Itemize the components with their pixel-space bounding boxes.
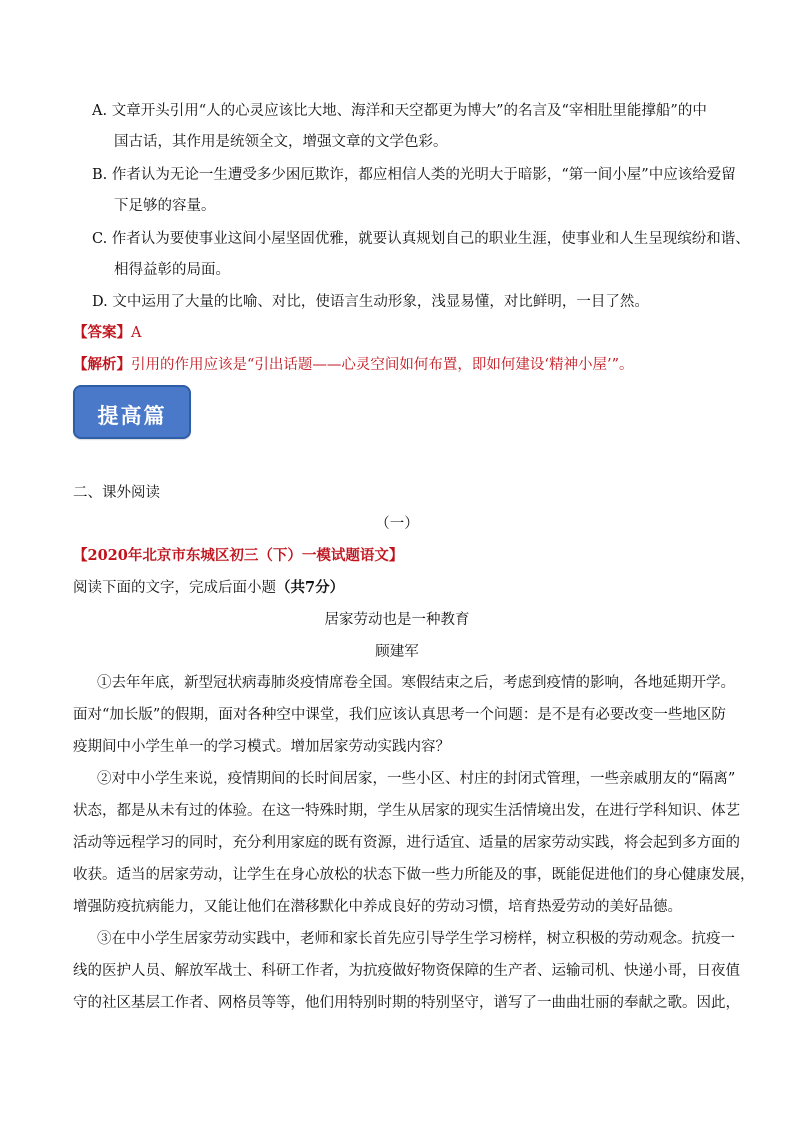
instruction-score: （共7分） <box>276 579 345 596</box>
article-line: 状态，都是从未有过的体验。在这一特殊时期，学生从居家的现实生活情境出发，在进行学科知识、体艺 <box>73 803 740 819</box>
section-subheading: （一） <box>375 516 419 532</box>
option-b-line-1: B. 作者认为无论一生遭受多少困厄欺诈，都应相信人类的光明大于暗影，“第一间小屋”中应该给爱留 <box>92 167 736 183</box>
article-line: 增强防疫抗病能力，又能让他们在潜移默化中养成良好的劳动习惯，培育热爱劳动的美好品德。 <box>73 899 682 915</box>
article-line: ③在中小学生居家劳动实践中，老师和家长首先应引导学生学习榜样，树立积极的劳动观念。抗疫一 <box>97 931 735 947</box>
article-line: ①去年年底，新型冠状病毒肺炎疫情席卷全国。寒假结束之后，考虑到疫情的影响，各地延期开学。 <box>97 675 735 691</box>
instruction-text: 阅读下面的文字，完成后面小题 <box>73 580 276 596</box>
option-a-line-2: 国古话，其作用是统领全文，增强文章的文学色彩。 <box>114 134 448 150</box>
article-line: 收获。适当的居家劳动，让学生在身心放松的状态下做一些力所能及的事，既能促进他们的身心健康发展， <box>73 867 755 883</box>
article-line: 守的社区基层工作者、网格员等等，他们用特别时期的特别坚守，谱写了一曲曲壮丽的奉献之歌。因此， <box>73 995 740 1011</box>
article-line: 活动等远程学习的同时，充分利用家庭的既有资源，进行适宜、适量的居家劳动实践，将会起到多方面的 <box>73 835 740 851</box>
article-author: 顾建军 <box>375 644 419 660</box>
level-badge-label: 提高篇 <box>97 403 167 428</box>
article-line: 疫期间中小学生单一的学习模式。增加居家劳动实践内容？ <box>73 739 450 755</box>
answer-line <box>73 323 141 343</box>
article-line: 面对“加长版”的假期，面对各种空中课堂，我们应该认真思考一个问题：是不是有必要改变一些地区防 <box>73 707 726 723</box>
option-d-line-1: D. 文中运用了大量的比喻、对比，使语言生动形象，浅显易懂，对比鲜明，一目了然。 <box>92 294 649 310</box>
article-title: 居家劳动也是一种教育 <box>324 612 470 628</box>
analysis-line <box>73 355 634 375</box>
article-line: 线的医护人员、解放军战士、科研工作者，为抗疫做好物资保障的生产者、运输司机、快递小哥，日夜值 <box>73 963 740 979</box>
instruction-line <box>73 578 344 598</box>
analysis-label: 【解析】 <box>73 356 131 373</box>
option-b-line-2: 下足够的容量。 <box>114 198 216 214</box>
analysis-text: 引用的作用应该是“引出话题——心灵空间如何布置，即如何建设‘精神小屋’”。 <box>131 357 634 373</box>
section-heading: 二、课外阅读 <box>73 485 160 501</box>
answer-label: 【答案】 <box>73 324 131 341</box>
article-line: ②对中小学生来说，疫情期间的长时间居家，一些小区、村庄的封闭式管理，一些亲戚朋友的“隔离” <box>97 771 736 787</box>
source-label: 【2020年北京市东城区初三（下）一模试题语文】 <box>73 547 404 564</box>
level-badge <box>73 385 191 439</box>
option-c-line-1: C. 作者认为要使事业这间小屋坚固优雅，就要认真规划自己的职业生涯，使事业和人生呈现缤纷和谐、 <box>92 231 750 247</box>
option-c-line-2: 相得益彰的局面。 <box>114 262 230 278</box>
option-a-line-1: A. 文章开头引用“人的心灵应该比大地、海洋和天空都更为博大”的名言及“宰相肚里能撑船”的中 <box>92 103 707 119</box>
answer-value: A <box>131 325 142 341</box>
